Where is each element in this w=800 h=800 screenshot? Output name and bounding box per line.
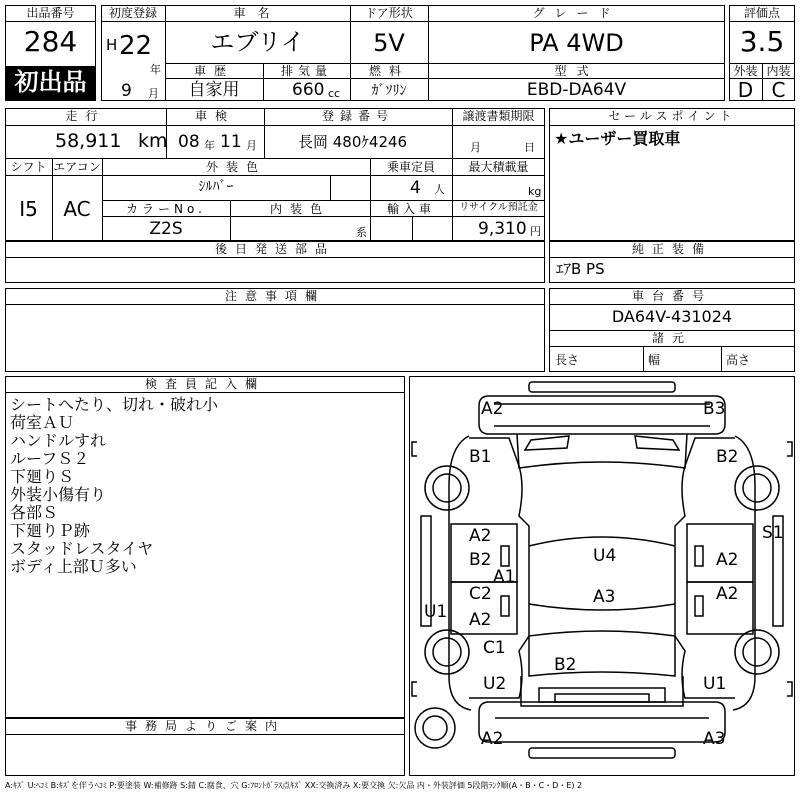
interior-grade-label: 内装 [766,64,791,78]
car-name: エブリイ [210,28,305,56]
max-load-unit: kg [528,185,542,198]
lot-number-label: 出品番号 [26,6,75,20]
inspector-label: 検査員記入欄 [144,377,265,391]
mark-rear-b2: B2 [554,655,577,675]
history-value: 自家用 [188,80,240,100]
inspector-note: スタッドレスタイヤ [10,539,154,558]
ac-value: AC [63,197,91,221]
legend-text: A:ｷｽﾞ U:ﾍｺﾐ B:ｷｽﾞを伴うﾍｺﾐ P:要塗装 W:補修跡 S:錆 C:腐食、穴 G:ﾌﾛﾝﾄｶﾞﾗｽ点ｷｽﾞ XX:交換済み X:要交換 欠:欠品 内・外装評価 5段階ﾗﾝｸ順(A・B・C・D・E) 2 [5,781,583,790]
first-reg-label: 初度登録 [108,6,157,20]
history-label: 車歴 [193,64,234,78]
mark-left-door-top: A2 [469,526,492,546]
selling-points-label: セールスポイント [608,109,736,123]
capacity-unit: 人 [434,183,445,196]
inspector-note: ハンドルすれ [10,431,107,450]
height-label: 高さ [726,353,751,367]
genuine-equipment-value: ｴｱB PS [556,260,605,278]
year-unit: 年 [150,63,161,76]
fuel-label: 燃料 [368,64,409,78]
inspector-note: 下廻りＳ [10,467,75,486]
shift-label: シフト [10,160,47,174]
length-label: 長さ [555,353,580,367]
mileage-label: 走行 [65,109,106,123]
plate-value: 長岡 480ｹ4246 [298,133,408,151]
first-reg-year: 22 [119,31,153,61]
transfer-month-unit: 月 [470,141,481,154]
score-value: 3.5 [739,25,785,58]
inspection-year: 08 [178,132,200,152]
mark-left-door-b2: B2 [469,550,492,570]
selling-points-value: ★ユーザー買取車 [554,129,681,148]
exterior-grade-label: 外装 [733,64,758,78]
score-label: 評価点 [743,6,780,20]
mark-c2: C2 [469,584,492,604]
inspector-note: 各部Ｓ [10,503,59,522]
door-value: 5V [373,29,405,57]
mark-front-right: B3 [703,399,726,419]
color-no-value: Z2S [149,219,183,239]
mark-u1: U1 [424,602,448,622]
inspection-month: 11 [220,132,242,152]
ac-label: エアコン [53,160,101,174]
inspector-note: 荷室ＡＵ [10,413,75,432]
capacity-label: 乗車定員 [386,160,435,174]
displacement-value: 660 [292,80,325,100]
mark-s1: S1 [762,523,784,543]
fuel-value: ｶﾞｿﾘﾝ [371,83,407,99]
genuine-equipment-label: 純正装備 [631,242,712,256]
mark-a3: A3 [593,587,616,607]
inspection-year-unit: 年 [204,139,215,152]
interior-color-suffix: 系 [356,226,367,239]
mileage-unit: km [138,130,168,152]
mark-right-door-top: A2 [716,550,739,570]
capacity-value: 4 [410,178,421,198]
transfer-deadline-label: 譲渡書類期限 [462,109,535,123]
mark-b2: B2 [716,447,739,467]
recycle-unit: 円 [530,225,541,238]
mark-b1: B1 [469,447,492,467]
model-value: EBD-DA64V [526,80,627,100]
exterior-color-value: ｼﾙﾊﾞｰ [198,179,234,195]
first-reg-month: 9 [121,81,132,101]
inspection-label: 車検 [194,109,235,123]
mark-left-door-bottom: A2 [469,610,492,630]
shift-value: I5 [19,197,38,221]
mark-rear-left: A2 [481,729,504,749]
displacement-label: 排気量 [280,64,332,78]
mark-u4: U4 [593,546,617,566]
mark-c1: C1 [483,638,506,658]
inspection-month-unit: 月 [246,139,257,152]
lot-number: 284 [23,25,78,58]
chassis-value: DA64V-431024 [611,307,733,326]
office-label: 事務局よりご案内 [124,719,285,733]
model-label: 型式 [554,64,599,78]
grade-value: PA 4WD [529,29,624,57]
interior-color-label: 内装色 [269,202,330,216]
inspector-note: ボディ上部Ｕ多い [10,557,137,576]
door-label: ドア形状 [365,6,413,20]
displacement-unit: cc [328,87,341,100]
cautions-label: 注意事項欄 [224,289,325,303]
interior-grade: C [771,78,786,102]
mark-front-left: A2 [481,399,504,419]
max-load-label: 最大積載量 [468,160,529,174]
inspector-note: 外装小傷有り [10,485,107,504]
month-unit: 月 [148,87,159,100]
mark-a1: A1 [493,567,516,587]
plate-label: 登録番号 [321,109,394,123]
exterior-grade: D [737,78,754,102]
first-listing-text: 初出品 [14,68,87,96]
specs-label: 諸元 [651,331,692,345]
inspector-note: シートへたり、切れ・破れ小 [10,395,219,414]
mark-rear-right: A3 [703,729,726,749]
later-parts-label: 後日発送部品 [214,242,335,256]
car-name-label: 車名 [233,6,282,20]
selling-points-box [549,108,795,241]
exterior-color-label: 外装色 [205,160,266,174]
mileage-value: 58,911 [55,130,122,152]
inspector-note: ルーフＳ２ [10,449,90,468]
mark-right-door-mid: A2 [716,584,739,604]
inspector-note: 下廻りＰ跡 [10,521,91,540]
mark-u2: U2 [483,674,507,694]
recycle-value: 9,310 [478,219,527,239]
car-diagram [409,376,795,776]
width-label: 幅 [648,353,661,367]
mark-u1-rear: U1 [703,674,727,694]
era-mark: H [106,36,118,54]
recycle-label: リサイクル預託金 [459,202,538,213]
import-label: 輸入車 [386,202,435,216]
color-no-label: カラーNo. [126,202,206,216]
chassis-label: 車台番号 [631,289,712,303]
transfer-day-unit: 日 [524,141,535,154]
grade-label: グレード [532,6,621,20]
